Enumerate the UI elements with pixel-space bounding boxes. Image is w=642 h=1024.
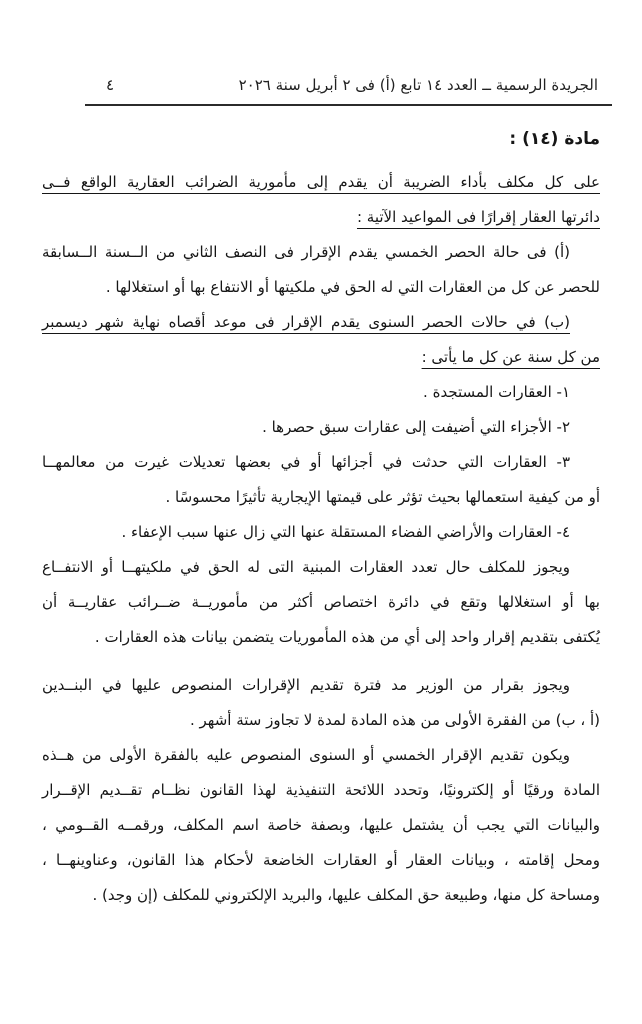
text-line: يُكتفى بتقديم إقرار واحد إلى أي من هذه المأموريات يتضمن بيانات هذه العقارات . xyxy=(94,628,600,646)
article-title: مادة (١٤) : xyxy=(509,129,600,149)
text-line: ويجوز للمكلف حال تعدد العقارات المبنية التى له الحق في ملكيتهــا أو الانتفــاع xyxy=(42,558,570,576)
page-header xyxy=(106,70,598,100)
paragraph xyxy=(42,445,600,515)
paragraph xyxy=(42,375,600,410)
text-line: ومحل إقامته ، وبيانات العقار أو العقارات الخاضعة لأحكام هذا القانون، وعناوينهــا ، xyxy=(42,851,600,869)
paragraph xyxy=(42,165,600,235)
text-line: بها أو استغلالها وتقع في دائرة اختصاص أكثر من مأموريــة ضــرائب عقاريــة أن xyxy=(42,593,600,611)
text-line: للحصر عن كل من العقارات التي له الحق في ملكيتها أو الانتفاع بها أو استغلالها . xyxy=(105,278,600,296)
text-line: (أ) فى حالة الحصر الخمسي يقدم الإقرار فى النصف الثاني من الــسنة الــسابقة xyxy=(42,243,570,261)
text-line: ويكون تقديم الإقرار الخمسي أو السنوى المنصوص عليه بالفقرة الأولى من هــذه xyxy=(42,746,570,764)
paragraph xyxy=(42,515,600,550)
paragraph xyxy=(42,668,600,738)
text-line: والبيانات التي يجب أن يشتمل عليها، وبصفة خاصة اسم المكلف، ورقمــه القــومي ، xyxy=(42,816,600,834)
text-line: ٤- العقارات والأراضي الفضاء المستقلة عنها التي زال عنها سبب الإعفاء . xyxy=(121,523,570,541)
page-number: ٤ xyxy=(106,76,115,94)
paragraph xyxy=(42,305,600,375)
header-divider-rule xyxy=(85,104,612,106)
text-line: المادة ورقيًا أو إلكترونيًا، وتحدد اللائحة التنفيذية لهذا القانون نظــام تقــديم الإقــرار xyxy=(42,781,600,799)
text-line: ٣- العقارات التي حدثت في أجزائها أو في بعضها تعديلات غيرت من معالمهــا xyxy=(42,453,570,471)
paragraph xyxy=(42,550,600,655)
text-line: ٢- الأجزاء التي أضيفت إلى عقارات سبق حصرها . xyxy=(262,418,570,436)
text-line: ١- العقارات المستجدة . xyxy=(423,383,570,401)
paragraph xyxy=(42,410,600,445)
text-line: على كل مكلف بأداء الضريبة أن يقدم إلى مأمورية الضرائب العقارية الواقع فــى xyxy=(42,173,600,191)
paragraph xyxy=(42,235,600,305)
text-line: ومساحة كل منها، وطبيعة حق المكلف عليها، والبريد الإلكتروني للمكلف (إن وجد) . xyxy=(92,886,600,904)
article-body xyxy=(42,122,600,913)
text-line: أو من كيفية استعمالها بحيث تؤثر على قيمتها الإيجارية تأثيرًا محسوسًا . xyxy=(165,488,600,506)
text-line: دائرتها العقار إقرارًا فى المواعيد الآتية : xyxy=(356,208,600,226)
paragraph xyxy=(42,738,600,913)
text-line: (أ ، ب) من الفقرة الأولى من هذه المادة لمدة لا تجاوز ستة أشهر . xyxy=(189,711,600,729)
gazette-header-line: الجريدة الرسمية ــ العدد ١٤ تابع (أ) فى ٢ أبريل سنة ٢٠٢٦ xyxy=(238,76,598,94)
text-line: ويجوز بقرار من الوزير مد فترة تقديم الإقرارات المنصوص عليها في البنــدين xyxy=(42,676,570,694)
text-line: من كل سنة عن كل ما يأتى : xyxy=(421,348,600,366)
text-line: (ب) في حالات الحصر السنوى يقدم الإقرار فى موعد أقصاه نهاية شهر ديسمبر xyxy=(42,313,570,331)
